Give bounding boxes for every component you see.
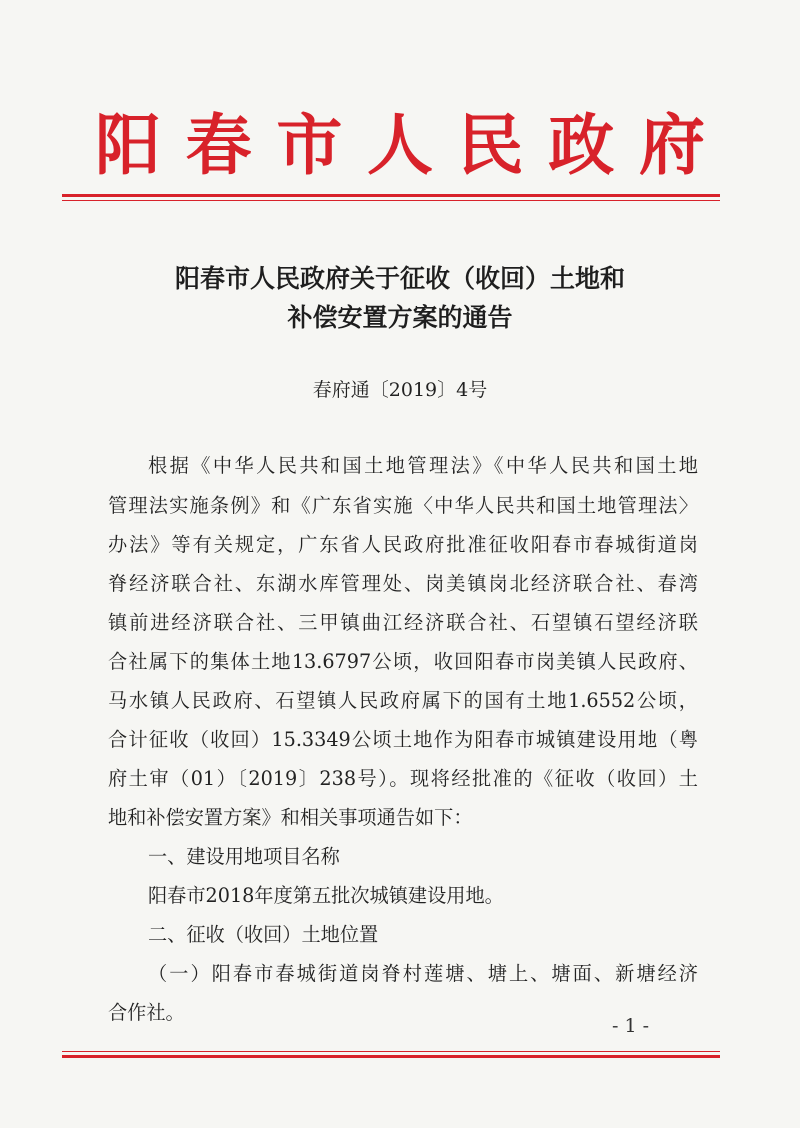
header-char: 市 (276, 106, 343, 184)
header-char: 阳 (95, 106, 161, 184)
body-text-line: 镇前进经济联合社、三甲镇曲江经济联合社、石望镇石望经济联 (108, 611, 698, 634)
section-heading: 二、征收（收回）土地位置 (148, 923, 379, 946)
header-char: 民 (457, 106, 524, 184)
body-text-line: 地和补偿安置方案》和相关事项通告如下： (108, 806, 473, 829)
header-char: 春 (185, 106, 252, 184)
document-title-line-2: 补偿安置方案的通告 (287, 303, 513, 332)
footer-red-rule-thick (62, 1055, 720, 1058)
body-text-line: 管理法实施条例》和《广东省实施〈中华人民共和国土地管理法〉 (108, 494, 698, 517)
footer-red-rule-thin (62, 1051, 720, 1052)
body-text-line: 马水镇人民政府、石望镇人民政府属下的国有土地1.6552公顷， (108, 689, 698, 712)
body-text-line: （一）阳春市春城街道岗脊村莲塘、塘上、塘面、新塘经济 (148, 962, 698, 985)
header-red-rule-thick (62, 194, 720, 197)
page-number: - 1 - (612, 1015, 650, 1037)
header-char: 府 (638, 106, 705, 184)
body-text-line: 根据《中华人民共和国土地管理法》《中华人民共和国土地 (148, 454, 698, 477)
body-text-line: 合社属下的集体土地13.6797公顷，收回阳春市岗美镇人民政府、 (108, 650, 698, 673)
document-title-line-1: 阳春市人民政府关于征收（收回）土地和 (174, 264, 625, 293)
body-text-line: 合计征收（收回）15.3349公顷土地作为阳春市城镇建设用地（粤 (108, 728, 698, 751)
body-text-line: 办法》等有关规定，广东省人民政府批准征收阳春市春城街道岗 (108, 533, 698, 556)
body-text-line: 府土审（01）〔2019〕238号）。现将经批准的《征收（收回）土 (108, 767, 698, 790)
document-number: 春府通〔2019〕4号 (312, 379, 488, 401)
header-char: 人 (366, 106, 433, 184)
issuing-authority-header (95, 108, 705, 182)
header-char: 政 (548, 106, 615, 184)
body-text-line: 脊经济联合社、东湖水库管理处、岗美镇岗北经济联合社、春湾 (108, 572, 698, 595)
body-text-line: 合作社。 (108, 1001, 185, 1024)
header-red-rule-thin (62, 200, 720, 201)
body-text-line: 阳春市2018年度第五批次城镇建设用地。 (148, 884, 504, 907)
section-heading: 一、建设用地项目名称 (148, 845, 340, 868)
